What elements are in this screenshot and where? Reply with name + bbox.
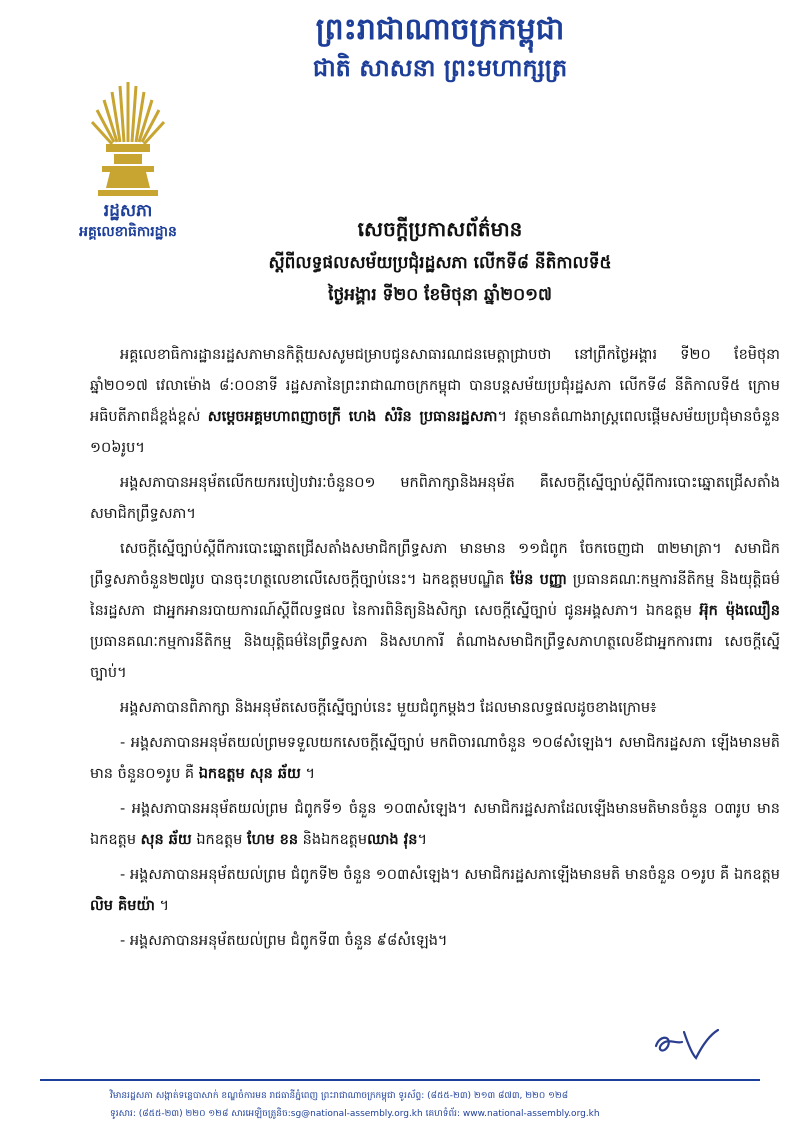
footer-address: វិមានរដ្ឋសភា សង្កាត់ទន្លេបាសាក់ ខណ្ឌចំការមន រាជធានីភ្នំពេញ ព្រះរាជាណាចក្រកម្ពុជា ទូរស័ព្ទ: (៨៥៥-២៣) ២១៣ ៨៧៣, ២២០ ១២៨ xyxy=(110,1091,569,1101)
paragraph xyxy=(90,340,780,464)
president-name: សម្ដេចអគ្គមហាពញាចក្រី ហេង សំរិន ប្រធានរដ្ឋសភា xyxy=(207,409,498,425)
paragraph-text: អគ្គលេខាធិការដ្ឋានរដ្ឋសភាមានកិត្តិយសសូមជម្រាបជូនសាធារណជនមេត្តាជ្រាបថា នៅព្រឹកថ្ងៃអង្គារ ទី២០ ខែមិថុនា ឆ្នាំ២០១៧ វេលាម៉ោង ៨:០០នាទី រដ្ឋសភានៃព្រះរាជាណាចក្រកម្ពុជា បានបន្តសម័យប្រជុំរដ្ឋសភា លើកទី៨ នីតិកាលទី៥ ក្រោមអធិបតីភាពដ៏ខ្ពង់ខ្ពស់ xyxy=(90,347,780,425)
person-name: ឯកឧត្ដម សុន ឆ័យ xyxy=(198,766,301,782)
paragraph: អង្គសភាបានពិភាក្សា និងអនុម័តសេចក្ដីស្នើច្បាប់នេះ មួយជំពូកម្ដងៗ ដែលមានលទ្ធផលដូចខាងក្រោម៖ xyxy=(120,700,657,716)
organization-name: រដ្ឋសភា xyxy=(103,201,153,221)
paragraph-text: ប្រធានគណៈកម្មការនីតិកម្ម និងយុត្តិធម៌នៃព្រឹទ្ធសភា និងសហការី តំណាងសមាជិកព្រឹទ្ធសភាហត្ថលេខីជាអ្នកការពារ សេចក្ដីស្នើច្បាប់។ xyxy=(90,634,780,681)
person-name: អ៊ុក ម៉ុងឈឿន xyxy=(699,603,780,619)
paragraph-text: ប្រធានគណៈកម្មការនីតិកម្ម និងយុត្តិធម៌នៃរដ្ឋសភា ជាអ្នកអានរបាយការណ៍ស្ដីពីលទ្ធផល នៃការពិនិត្យនិងសិក្សា សេចក្ដីស្នើច្បាប់ ជូនអង្គសភា។ ឯកឧត្ដម xyxy=(90,572,780,619)
bullet-text: - អង្គសភាបានអនុម័តយល់ព្រម ជំពូកទី១ ចំនួន ១០៣សំឡេង។ សមាជិករដ្ឋសភាដែលឡើងមានមតិមានចំនួន ០៣រូប មាន ឯកឧត្ដម xyxy=(90,801,780,848)
bullet-text: ។ xyxy=(300,766,316,782)
bullet-text: - អង្គសភាបានអនុម័តយល់ព្រមទទួលយកសេចក្ដីស្នើច្បាប់ មកពិចារណាចំនួន ១០៨សំឡេង។ សមាជិករដ្ឋសភា ឡើងមានមតិមាន ចំនួន០១រូប គឺ xyxy=(90,735,780,782)
footer-contact: ទូរសារ: (៨៥៥-២៣) ២២០ ១២៨ សារអេឡិចត្រូនិច:sg@national-assembly.org.kh គេហទំព័រ: www.national-assembly.org.kh xyxy=(110,1109,600,1119)
organization-department: អគ្គលេខាធិការដ្ឋាន xyxy=(79,224,177,240)
bullet-item: - អង្គសភាបានអនុម័តយល់ព្រម ជំពូកទី៣ ចំនួន ៩៨សំឡេង។ xyxy=(120,933,448,949)
bullet-text: ឯកឧត្ដម xyxy=(191,832,247,848)
bullet-text: និងឯកឧត្ដម xyxy=(298,832,368,848)
bullet-item xyxy=(90,794,780,856)
bullet-item xyxy=(90,860,780,922)
paragraph xyxy=(90,534,780,689)
paragraph: អង្គសភាបានអនុម័តលើកយករបៀបវារៈចំនួន០១ មកពិភាក្សានិងអនុម័ត គឺសេចក្ដីស្នើច្បាប់ស្ដីពីការបោះឆ្នោតជ្រើសតាំងសមាជិកព្រឹទ្ធសភា។ xyxy=(90,475,780,522)
document-subtitle: ស្ដីពីលទ្ធផលសម័យប្រជុំរដ្ឋសភា លើកទី៨ នីតិកាលទី៥ xyxy=(268,253,612,273)
bullet-text: ។ xyxy=(417,832,428,848)
bullet-text: ។ xyxy=(154,898,170,914)
paragraph-text: ។ វត្តមានតំណាងរាស្ត្រពេលផ្ដើមសម័យប្រជុំមានចំនួន ១០៦រូប។ xyxy=(90,409,781,456)
document-date: ថ្ងៃអង្គារ ទី២០ ខែមិថុនា ឆ្នាំ២០១៧ xyxy=(328,285,552,305)
national-motto: ជាតិ សាសនា ព្រះមហាក្សត្រ xyxy=(312,54,568,82)
kingdom-heading: ព្រះរាជាណាចក្រកម្ពុជា xyxy=(315,12,565,47)
person-name: ម៉ែន បញ្ញា xyxy=(510,572,567,588)
footer-divider xyxy=(40,1079,760,1081)
person-name: ហែម ខន xyxy=(246,832,299,848)
bullet-item xyxy=(90,728,780,790)
parliament-emblem-icon xyxy=(80,72,176,200)
document-title: សេចក្ដីប្រកាសព័ត៌មាន xyxy=(357,217,523,241)
document-body xyxy=(90,340,780,961)
person-name: លិម គិមយ៉ា xyxy=(90,898,155,914)
paragraph-text: សេចក្ដីស្នើច្បាប់ស្ដីពីការបោះឆ្នោតជ្រើសតាំងសមាជិកព្រឹទ្ធសភា មានមាន ១១ជំពូក ចែកចេញជា ៣២មាត្រា។ សមាជិកព្រឹទ្ធសភាចំនួន២៧រូប បានចុះហត្ថលេខាលើសេចក្ដីច្បាប់នេះ។ ឯកឧត្ដមបណ្ឌិត xyxy=(90,541,780,588)
person-name: សុន ឆ័យ xyxy=(140,832,192,848)
bullet-text: - អង្គសភាបានអនុម័តយល់ព្រម ជំពូកទី២ ចំនួន ១០៣សំឡេង។ សមាជិករដ្ឋសភាឡើងមានមតិ មានចំនួន ០១រូប គឺ ឯកឧត្ដម xyxy=(120,867,780,883)
signature-icon xyxy=(652,1024,722,1064)
person-name: ឈាង វុន xyxy=(367,832,418,848)
